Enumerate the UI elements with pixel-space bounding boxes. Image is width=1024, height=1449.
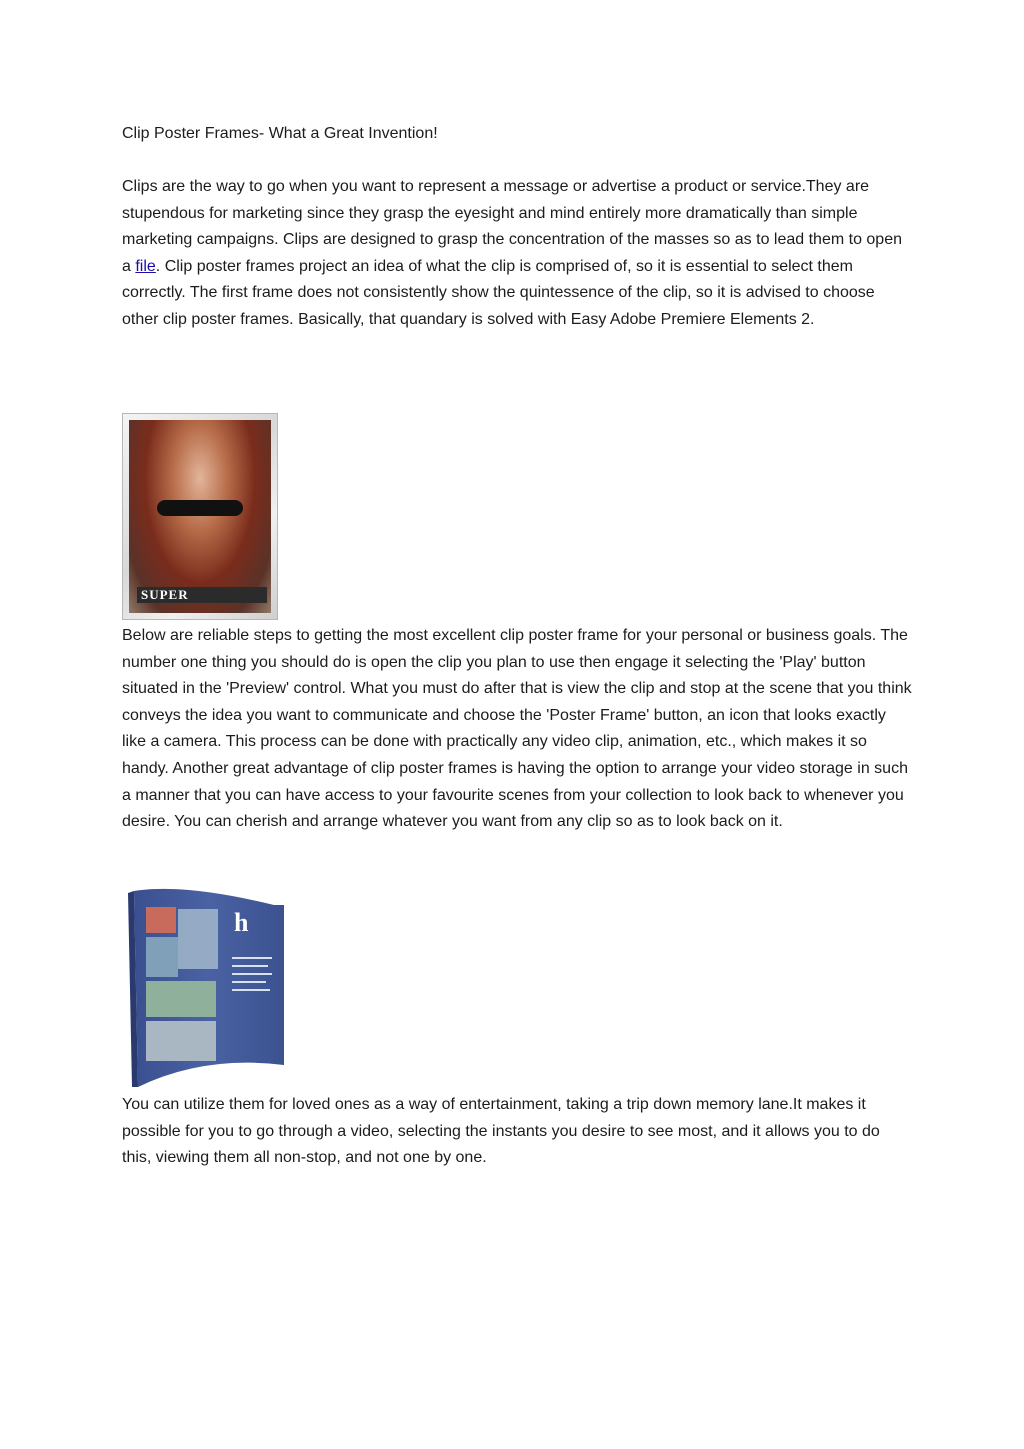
banner-text-line xyxy=(232,981,266,983)
paragraph-steps: Below are reliable steps to getting the most excellent clip poster frame for your personal or business goals. The number one thing you should do is open the clip you plan to use then engage it selecting the 'Play' button situated in the 'Preview' control. What you must do after that is view the clip and stop at the scene that you think conveys the idea you want to communicate and choose the 'Poster Frame' button, an icon that looks exactly like a camera. This process can be done with practically any video clip, animation, etc., which makes it so handy. Another great advantage of clip poster frames is having the option to arrange your video storage in such a manner that you can have access to your favourite scenes from your collection to look back to whenever you desire. You can cherish and arrange whatever you want from any clip so as to look back on it. xyxy=(122,627,912,831)
poster-photo xyxy=(129,420,271,613)
banner-text-line xyxy=(232,989,270,991)
poster-brand-band xyxy=(137,587,267,603)
paragraph-intro-text-start: Clips are the way to go when you want to represent a message or advertise a product or service.They are stupendous for marketing since they grasp the eyesight and mind entirely more dramatically than simple marketing campaigns. Clips are designed to grasp the concentration of the masses so as to lead them to open a xyxy=(122,178,902,275)
paragraph-intro xyxy=(122,174,912,334)
sunglasses-shape xyxy=(157,500,243,516)
banner-photo-1 xyxy=(146,937,178,977)
banner-logo-block xyxy=(146,907,176,933)
poster-brand-text: SUPER xyxy=(141,587,189,602)
paragraph-closing: You can utilize them for loved ones as a way of entertainment, taking a trip down memory lane.It makes it possible for you to go through a video, selecting the instants you desire to see most, and it allows you to do this, viewing them all non-stop, and not one by one. xyxy=(122,1096,880,1167)
banner-letter: h xyxy=(234,908,249,937)
banner-photo-3 xyxy=(146,1021,216,1061)
file-link[interactable]: file xyxy=(135,257,156,275)
document-title: Clip Poster Frames- What a Great Invention! xyxy=(122,125,438,142)
banner-text-line xyxy=(232,965,268,967)
banner-photo-2 xyxy=(146,981,216,1017)
banner-photo-building xyxy=(178,909,218,969)
paragraph-intro-text-end: . Clip poster frames project an idea of what the clip is comprised of, so it is essential to select them correctly. The first frame does not consistently show the quintessence of the clip, so it is advised to choose other clip poster frames. Basically, that quandary is solved with Easy Adobe Premiere Elements 2. xyxy=(122,257,875,328)
poster-frame-image xyxy=(122,413,278,620)
banner-text-line xyxy=(232,957,272,959)
banner-text-line xyxy=(232,973,272,975)
display-banner-image xyxy=(124,885,292,1088)
